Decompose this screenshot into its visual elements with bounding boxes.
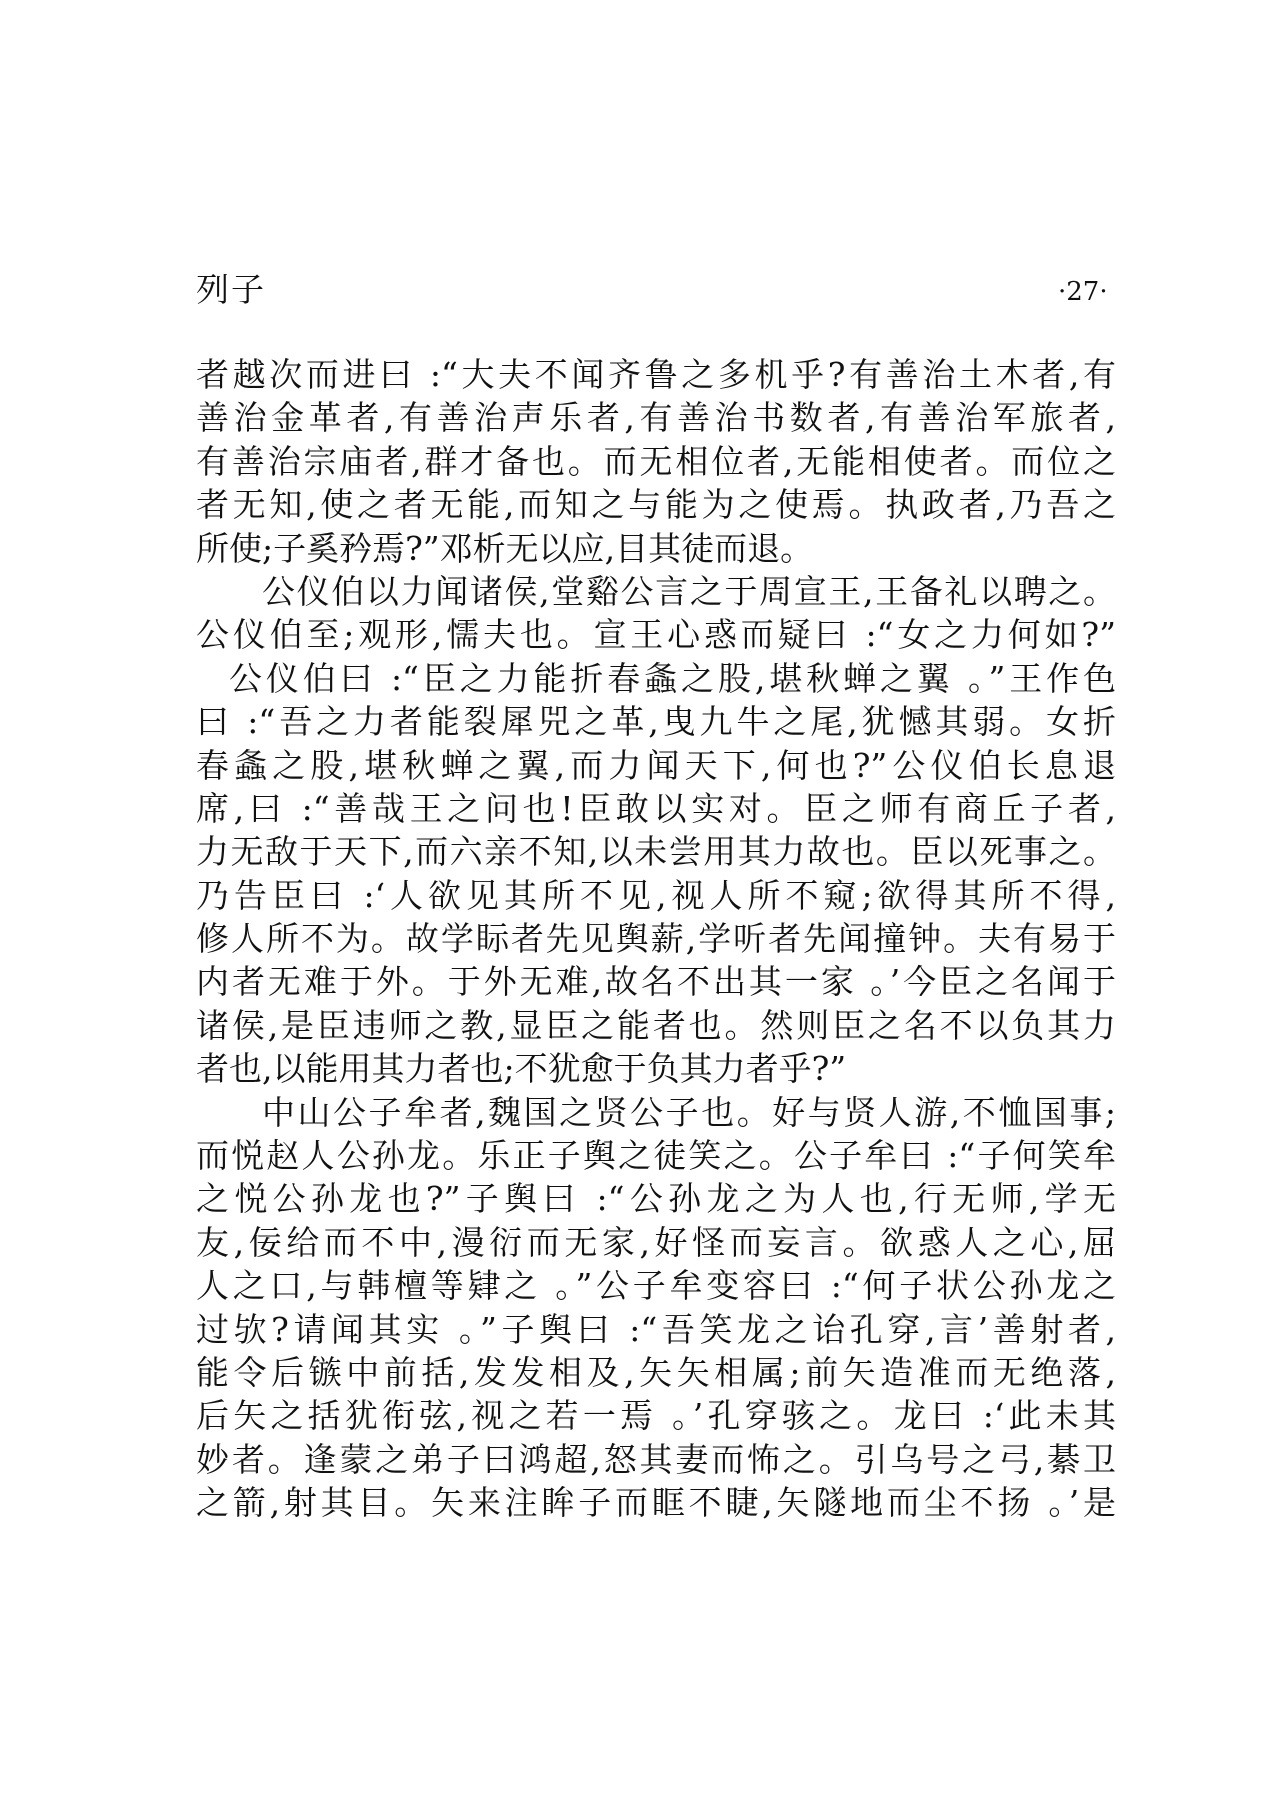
text-line: 之悦公孙龙也?”子舆曰 :“公孙龙之为人也,行无师,学无 [196, 1179, 1116, 1219]
text-line: 人之口,与韩檀等肄之 。”公子牟变容曰 :“何子状公孙龙之 [196, 1266, 1116, 1306]
text-line: 者无知,使之者无能,而知之与能为之使焉。执政者,乃吾之 [196, 485, 1116, 525]
text-line: 修人所不为。故学眎者先见舆薪,学听者先闻撞钟。夫有易于 [196, 919, 1116, 959]
page-number: ·27· [1058, 277, 1108, 307]
text-line: 中山公子牟者,魏国之贤公子也。好与贤人游,不恤国事; [262, 1092, 1116, 1132]
text-line: 乃告臣曰 :‘人欲见其所不见,视人所不窥;欲得其所不得, [196, 875, 1116, 915]
text-line: 力无敌于天下,而六亲不知,以未尝用其力故也。臣以死事之。 [196, 832, 1116, 872]
text-line: 友,佞给而不中,漫衍而无家,好怪而妄言。欲惑人之心,屈 [196, 1222, 1116, 1262]
text-line: 公仪伯至;观形,懦夫也。宣王心惑而疑曰 :“女之力何如?” [196, 615, 1116, 655]
text-line: 公仪伯曰 :“臣之力能折春螽之股,堪秋蝉之翼 。”王作色 [229, 658, 1116, 698]
text-line: 所使;子奚矜焉?”邓析无以应,目其徒而退。 [196, 528, 814, 568]
text-line: 后矢之括犹衔弦,视之若一焉 。’孔穿骇之。龙曰 :‘此未其 [196, 1396, 1116, 1436]
text-line: 内者无难于外。于外无难,故名不出其一家 。’今臣之名闻于 [196, 962, 1116, 1002]
text-line: 善治金革者,有善治声乐者,有善治书数者,有善治军旅者, [196, 398, 1116, 438]
text-line: 之箭,射其目。矢来注眸子而眶不睫,矢隧地而尘不扬 。’是 [196, 1483, 1116, 1523]
text-line: 公仪伯以力闻诸侯,堂谿公言之于周宣王,王备礼以聘之。 [262, 571, 1116, 611]
text-line: 春螽之股,堪秋蝉之翼,而力闻天下,何也?”公仪伯长息退 [196, 745, 1116, 785]
text-line: 能令后镞中前括,发发相及,矢矢相属;前矢造准而无绝落, [196, 1352, 1116, 1392]
text-line: 者越次而进曰 :“大夫不闻齐鲁之多机乎?有善治土木者,有 [196, 355, 1116, 394]
running-head-title: 列子 [196, 270, 266, 309]
text-line: 诸侯,是臣违师之教,显臣之能者也。然则臣之名不以负其力 [196, 1005, 1116, 1045]
text-line: 过欤?请闻其实 。”子舆曰 :“吾笑龙之诒孔穿,言’善射者, [196, 1309, 1116, 1349]
text-line: 妙者。逢蒙之弟子曰鸿超,怒其妻而怖之。引乌号之弓,綦卫 [196, 1439, 1116, 1479]
text-line: 席,曰 :“善哉王之问也!臣敢以实对。臣之师有商丘子者, [196, 788, 1116, 828]
text-line: 曰 :“吾之力者能裂犀兕之革,曳九牛之尾,犹憾其弱。女折 [196, 702, 1116, 742]
text-line: 有善治宗庙者,群才备也。而无相位者,无能相使者。而位之 [196, 441, 1116, 481]
text-line: 者也,以能用其力者也;不犹愈于负其力者乎?” [196, 1049, 847, 1089]
body-text [196, 353, 1116, 1525]
text-line: 而悦赵人公孙龙。乐正子舆之徒笑之。公子牟曰 :“子何笑牟 [196, 1136, 1116, 1176]
